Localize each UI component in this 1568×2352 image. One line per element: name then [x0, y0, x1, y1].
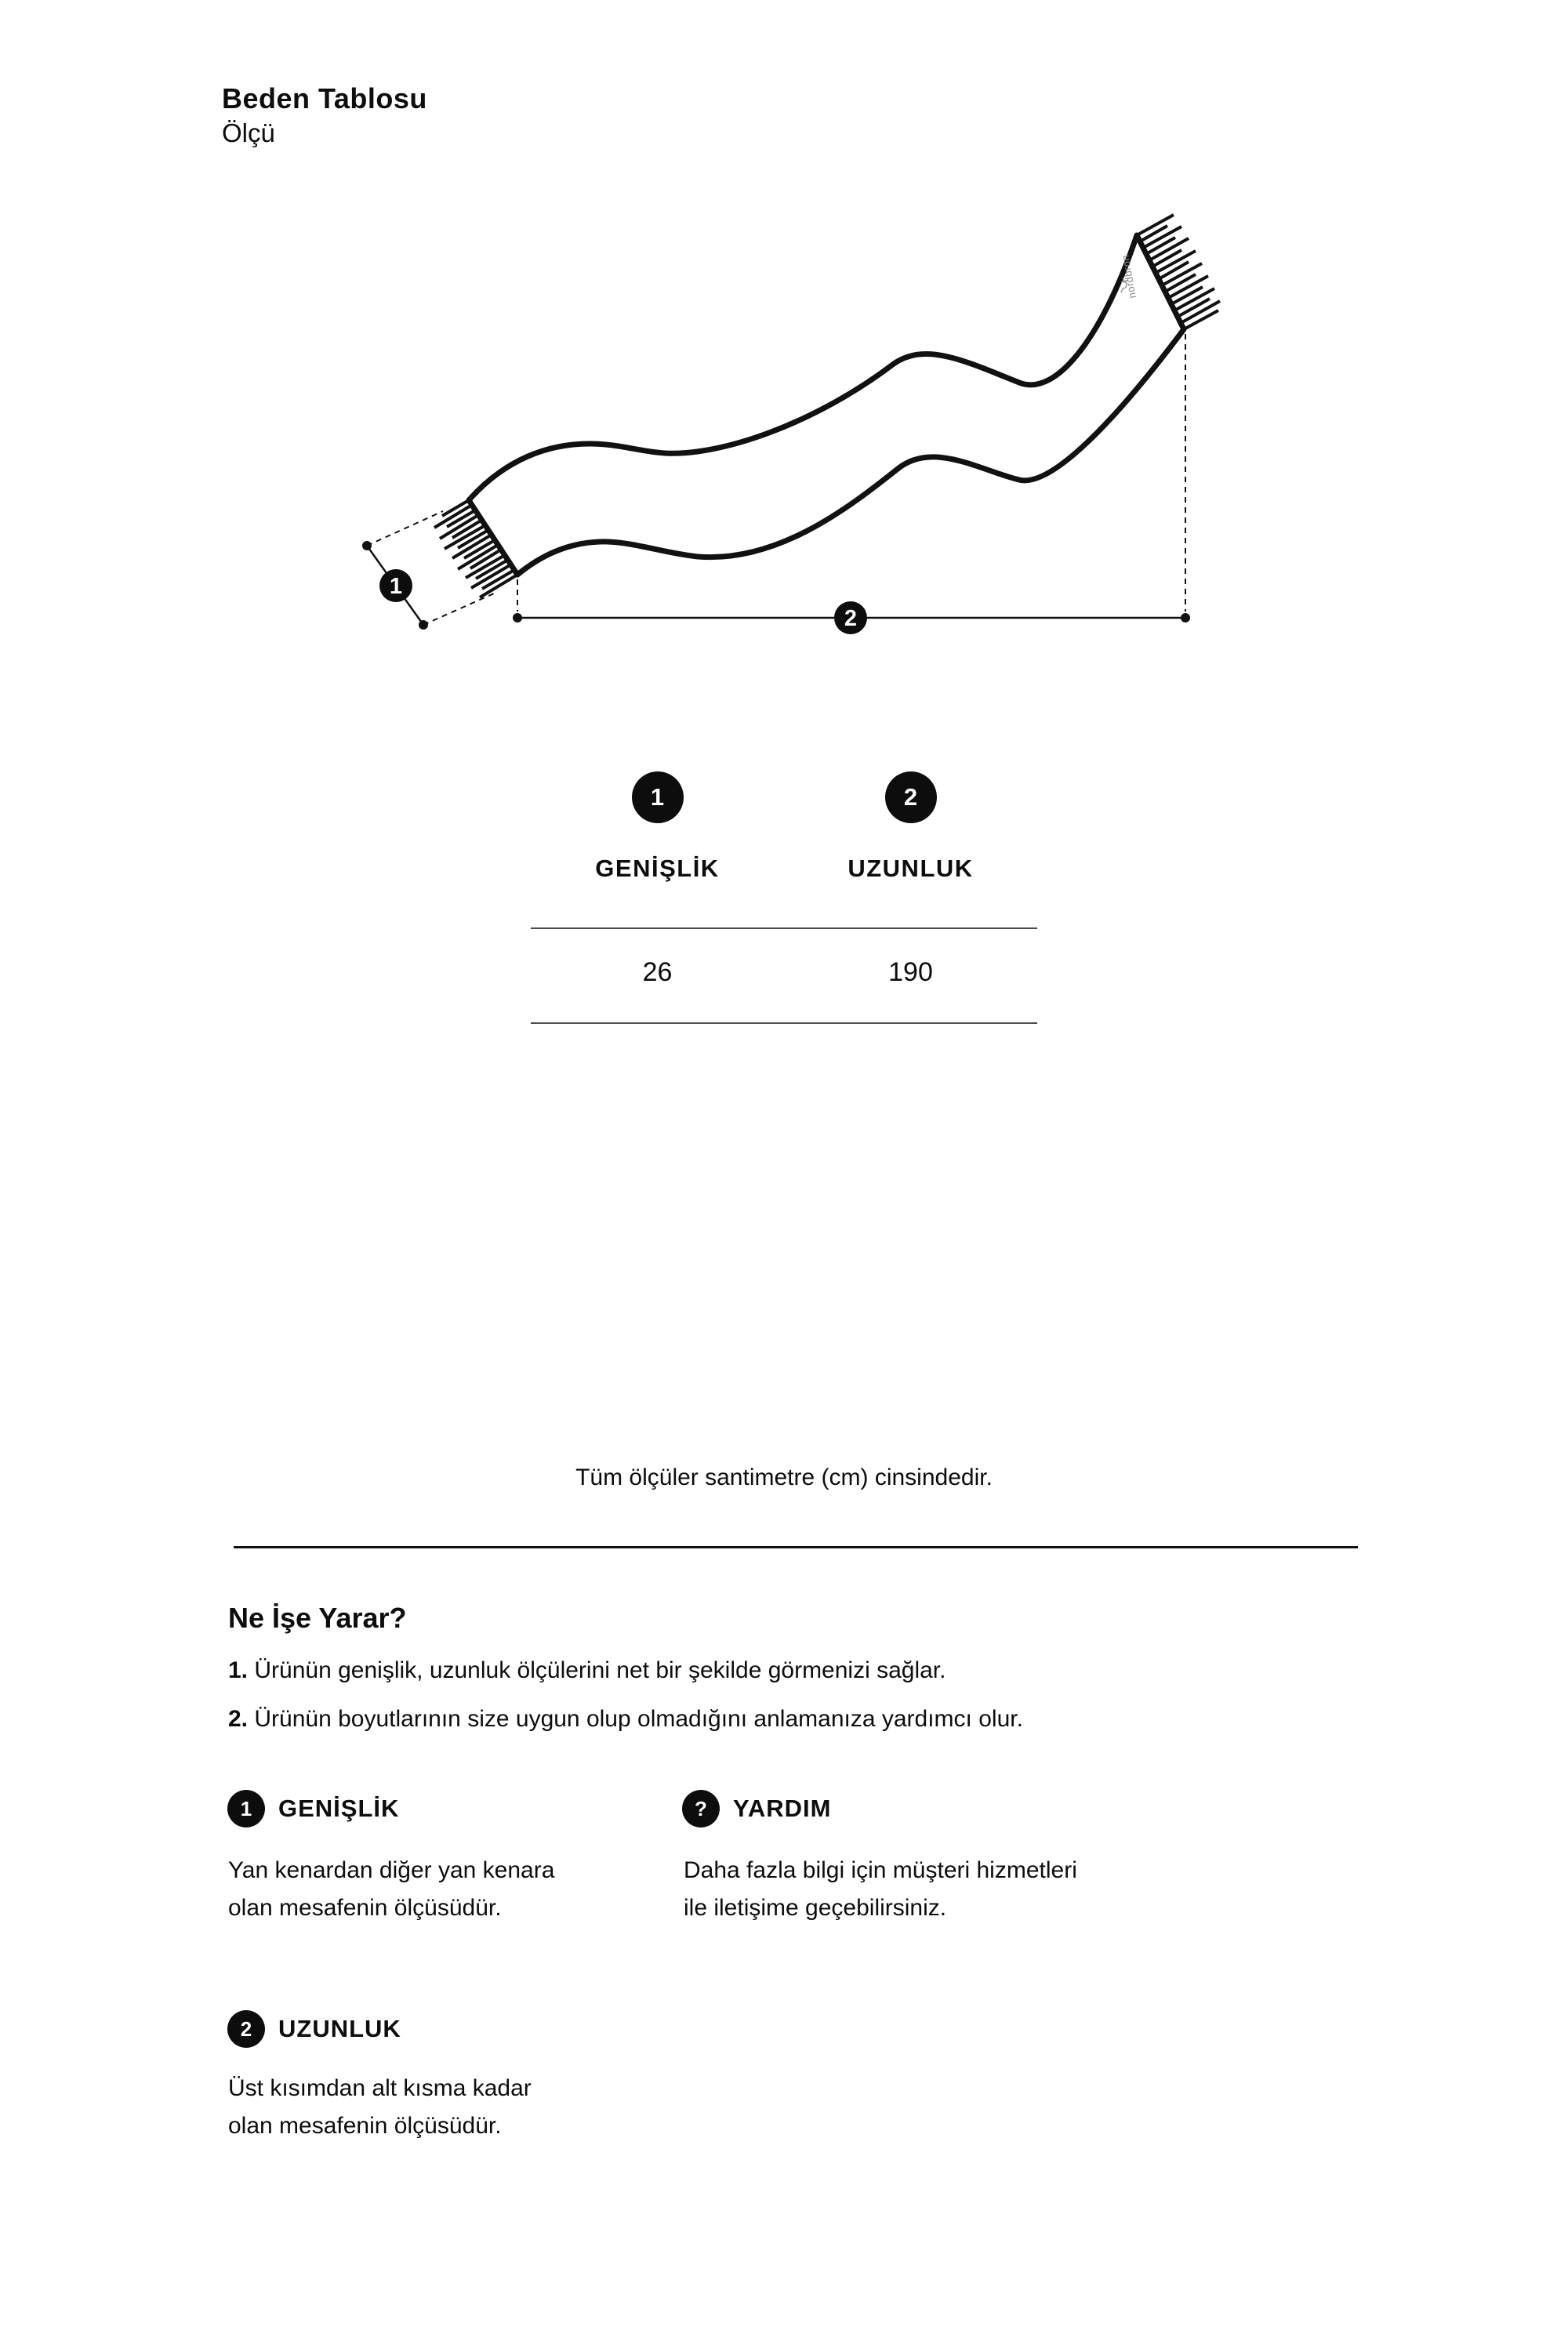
- table-rule-top: [531, 927, 1037, 929]
- size-table: [531, 771, 1037, 1030]
- section-width-title: GENİŞLİK: [278, 1795, 400, 1822]
- info-item-2-text: Ürünün boyutlarının size uygun olup olmadığını anlamanıza yardımcı olur.: [248, 1706, 1023, 1732]
- info-item-2: [228, 1704, 1023, 1734]
- column-header-length: UZUNLUK: [848, 855, 974, 882]
- page-subtitle: Ölçü: [222, 118, 275, 147]
- length-badge-number: 2: [844, 606, 858, 631]
- scarf-measurement-figure: [298, 188, 1270, 674]
- section-width-badge: 1: [227, 1790, 265, 1828]
- width-value: 26: [642, 956, 673, 987]
- page-title: Beden Tablosu: [222, 82, 427, 114]
- size-table-value-row: [531, 955, 1037, 989]
- column-badge-width: 1: [632, 771, 684, 823]
- section-help-text: [684, 1852, 1077, 1927]
- section-width-header: [227, 1790, 399, 1828]
- info-item-1-text: Ürünün genişlik, uzunluk ölçülerini net bir şekilde görmenizi sağlar.: [248, 1657, 946, 1683]
- section-length-line2: olan mesafenin ölçüsüdür.: [228, 2113, 502, 2139]
- section-length-header: [227, 2010, 401, 2048]
- width-badge-number: 1: [389, 574, 403, 599]
- section-width-text: [228, 1852, 554, 1927]
- section-help-title: YARDIM: [733, 1795, 832, 1822]
- width-measure: [362, 511, 494, 630]
- scarf-outline: [469, 235, 1184, 575]
- section-length-badge: 2: [227, 2010, 265, 2048]
- table-rule-bottom: [531, 1022, 1037, 1024]
- brand-logo-text: nordbron: [1119, 253, 1138, 299]
- units-note: Tüm ölçüler santimetre (cm) cinsindedir.: [575, 1465, 993, 1490]
- section-length-title: UZUNLUK: [278, 2015, 401, 2042]
- section-width-line2: olan mesafenin ölçüsüdür.: [228, 1895, 502, 1921]
- section-help-line1: Daha fazla bilgi için müşteri hizmetleri: [684, 1857, 1077, 1883]
- info-item-1-number: 1.: [228, 1657, 249, 1683]
- info-item-2-number: 2.: [228, 1706, 249, 1732]
- info-heading: Ne İşe Yarar?: [228, 1602, 407, 1634]
- size-table-badges-row: [531, 771, 1037, 823]
- section-length-text: [228, 2070, 532, 2145]
- size-table-header-row: [531, 853, 1037, 884]
- column-header-width: GENİŞLİK: [595, 855, 720, 882]
- section-help-badge question-mark-icon: ?: [682, 1790, 720, 1828]
- info-item-1: [228, 1656, 946, 1686]
- section-length-line1: Üst kısımdan alt kısma kadar: [228, 2075, 532, 2101]
- section-help-header: [682, 1790, 831, 1828]
- length-value: 190: [888, 956, 933, 987]
- section-width-line1: Yan kenardan diğer yan kenara: [228, 1857, 555, 1883]
- column-badge-length: 2: [885, 771, 937, 823]
- section-divider: [234, 1546, 1358, 1548]
- section-help-line2: ile iletişime geçebilirsiniz.: [684, 1895, 947, 1921]
